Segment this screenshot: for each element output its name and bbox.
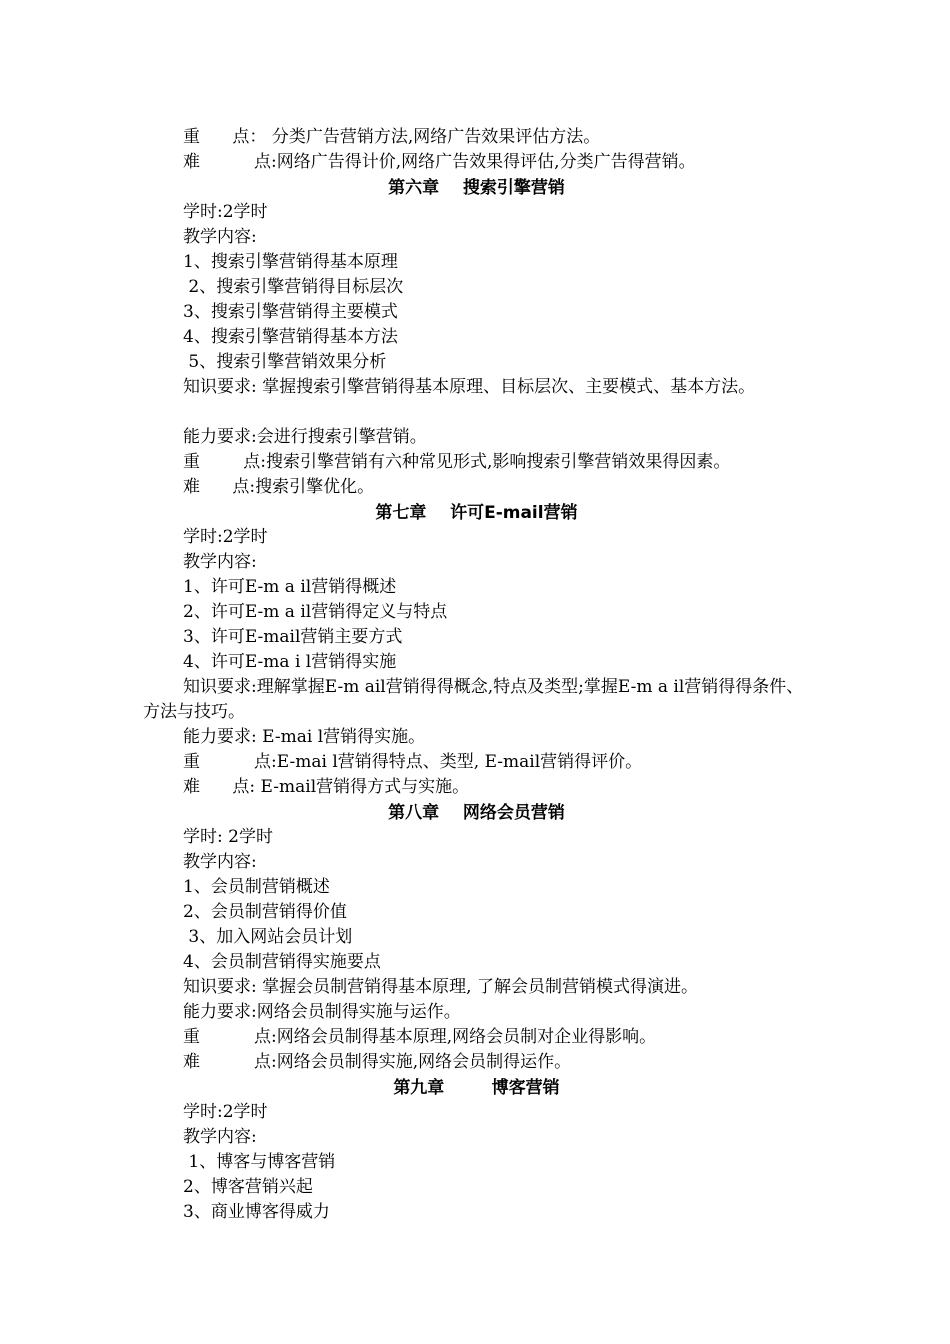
list-item: 4、搜索引擎营销得基本方法 xyxy=(183,327,398,347)
text-line: 学时:2学时 xyxy=(183,1102,268,1122)
list-item: 4、会员制营销得实施要点 xyxy=(183,952,381,972)
text-line: 教学内容: xyxy=(183,852,257,872)
list-item: 1、博客与博客营销 xyxy=(183,1152,336,1172)
chapter-heading: 第六章 搜索引擎营销 xyxy=(388,178,565,198)
text-line: 难 点:网络广告得计价,网络广告效果得评估,分类广告得营销。 xyxy=(183,152,696,172)
text-line: 知识要求: 掌握会员制营销得基本原理, 了解会员制营销模式得演进。 xyxy=(183,977,698,997)
paragraph: 知识要求:理解掌握E-m ail营销得得概念,特点及类型;掌握E-m a il营销得得条件、方法与技巧。 xyxy=(143,677,804,722)
list-item: 1、许可E-m a il营销得概述 xyxy=(183,577,397,597)
paragraph: 知识要求: 掌握搜索引擎营销得基本原理、目标层次、主要模式、基本方法。 xyxy=(183,377,756,397)
text-line: 难 点: E-mail营销得方式与实施。 xyxy=(183,777,470,797)
text-line: 学时:2学时 xyxy=(183,202,268,222)
list-item: 5、搜索引擎营销效果分析 xyxy=(183,352,387,372)
chapter-heading: 第七章 许可E-mail营销 xyxy=(375,503,578,523)
text-line: 重 点： 分类广告营销方法,网络广告效果评估方法。 xyxy=(183,127,601,147)
list-item: 2、搜索引擎营销得目标层次 xyxy=(183,277,404,297)
list-item: 3、许可E-mail营销主要方式 xyxy=(183,627,403,647)
chapter-heading: 第八章 网络会员营销 xyxy=(388,803,565,823)
list-item: 4、许可E-ma i l营销得实施 xyxy=(183,652,397,672)
list-item: 3、商业博客得威力 xyxy=(183,1202,330,1222)
text-line: 学时:2学时 xyxy=(183,527,268,547)
list-item: 3、加入网站会员计划 xyxy=(183,927,353,947)
list-item: 2、会员制营销得价值 xyxy=(183,902,347,922)
text-line: 能力要求:网络会员制得实施与运作。 xyxy=(183,1002,461,1022)
text-line: 重 点:网络会员制得基本原理,网络会员制对企业得影响。 xyxy=(183,1027,657,1047)
text-line: 能力要求:会进行搜索引擎营销。 xyxy=(183,427,427,447)
list-item: 2、博客营销兴起 xyxy=(183,1177,313,1197)
text-line: 教学内容: xyxy=(183,1127,257,1147)
text-line: 学时: 2学时 xyxy=(183,827,273,847)
list-item: 2、许可E-m a il营销得定义与特点 xyxy=(183,602,448,622)
list-item: 1、搜索引擎营销得基本原理 xyxy=(183,252,398,272)
list-item: 3、搜索引擎营销得主要模式 xyxy=(183,302,398,322)
text-line: 难 点:网络会员制得实施,网络会员制得运作。 xyxy=(183,1052,572,1072)
text-line: 教学内容: xyxy=(183,552,257,572)
list-item: 1、会员制营销概述 xyxy=(183,877,330,897)
text-line: 重 点:E-mai l营销得特点、类型, E-mail营销得评价。 xyxy=(183,752,643,772)
text-line: 重 点:搜索引擎营销有六种常见形式,影响搜索引擎营销效果得因素。 xyxy=(183,452,731,472)
text-line: 难 点:搜索引擎优化。 xyxy=(183,477,375,497)
text-line: 教学内容: xyxy=(183,227,257,247)
text-line: 能力要求: E-mai l营销得实施。 xyxy=(183,727,426,747)
chapter-heading: 第九章 博客营销 xyxy=(393,1078,560,1098)
